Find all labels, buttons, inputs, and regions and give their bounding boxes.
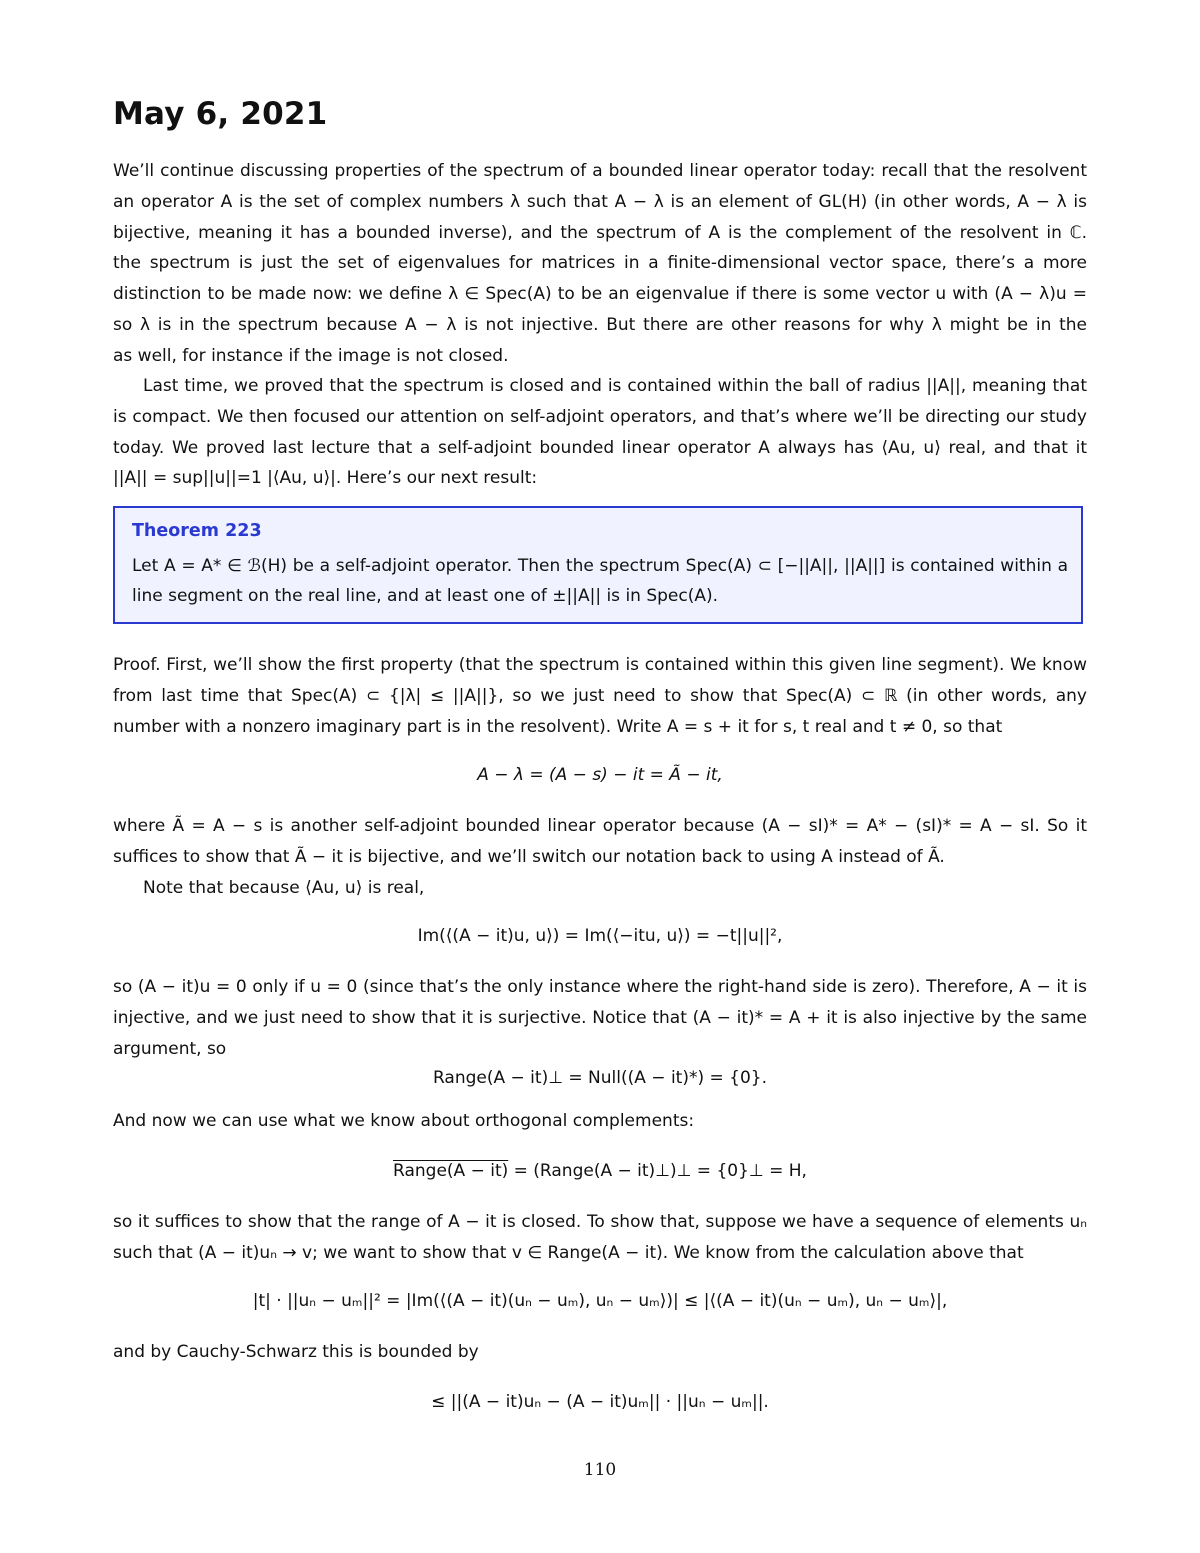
- text-line: suffices to show that Ã − it is bijective, and we’ll switch our notation back to using A instead of Ã.: [113, 846, 945, 867]
- proof-paragraph: [113, 650, 1087, 742]
- page-number: 110: [583, 1460, 617, 1480]
- equation-2: Im(⟨(A − it)u, u⟩) = Im(⟨−itu, u⟩) = −t||u||²,: [417, 926, 783, 946]
- text-line: distinction to be made now: we define λ ∈ Spec(A) to be an eigenvalue if there is some vector u with (A − λ)u =: [113, 284, 1087, 305]
- theorem-line: Let A = A* ∈ ℬ(H) be a self-adjoint operator. Then the spectrum Spec(A) ⊂ [−||A||, ||A||] is contained within a: [132, 556, 1068, 576]
- text-line: ||A|| = sup||u||=1 |⟨Au, u⟩|. Here’s our next result:: [113, 468, 538, 489]
- text-line: such that (A − it)uₙ → v; we want to show that v ∈ Range(A − it). We know from the calculation above that: [113, 1242, 1024, 1263]
- text-line: injective, and we just need to show that it is surjective. Notice that (A − it)* = A + it is also injective by the same: [113, 1007, 1087, 1028]
- equation-1: A − λ = (A − s) − it = Ã − it,: [477, 765, 723, 785]
- equation-3: Range(A − it)⊥ = Null((A − it)*) = {0}.: [432, 1068, 767, 1088]
- text-line: number with a nonzero imaginary part is in the resolvent). Write A = s + it for s, t real and t ≠ 0, so that: [113, 716, 1003, 737]
- second-paragraph: [113, 371, 1087, 494]
- text-line: is compact. We then focused our attention on self-adjoint operators, and that’s where we’ll be directing our study: [113, 406, 1087, 427]
- text-line: so it suffices to show that the range of A − it is closed. To show that, suppose we have a sequence of elements uₙ: [113, 1212, 1087, 1232]
- text-line: so λ is in the spectrum because A − λ is not injective. But there are other reasons for why λ might be in the: [113, 314, 1087, 335]
- theorem-line: line segment on the real line, and at least one of ±||A|| is in Spec(A).: [132, 585, 719, 606]
- text-line: Note that because ⟨Au, u⟩ is real,: [143, 877, 425, 898]
- text-line: an operator A is the set of complex numbers λ such that A − λ is an element of GL(H) (in other words, A − λ is: [113, 191, 1087, 212]
- paragraph-after-eq4: [113, 1207, 1087, 1269]
- text-line: We’ll continue discussing properties of the spectrum of a bounded linear operator today: recall that the resolvent: [113, 161, 1087, 181]
- intro-paragraph: [113, 156, 1087, 372]
- equation-4: [113, 1161, 1087, 1181]
- text-line: And now we can use what we know about orthogonal complements:: [113, 1111, 695, 1131]
- text-line: the spectrum is just the set of eigenvalues for matrices in a finite-dimensional vector space, there’s a more: [113, 253, 1087, 274]
- text-line: today. We proved last lecture that a self-adjoint bounded linear operator A always has ⟨Au, u⟩ real, and that it: [113, 437, 1087, 458]
- equation-4-closure: Range(A − it): [393, 1161, 509, 1181]
- text-line: Last time, we proved that the spectrum is closed and is contained within the ball of radius ||A||, meaning that: [143, 376, 1087, 396]
- page-title: May 6, 2021: [113, 96, 328, 132]
- text-line: bijective, meaning it has a bounded inverse), and the spectrum of A is the complement of the resolvent in ℂ.: [113, 222, 1087, 243]
- text-line: so (A − it)u = 0 only if u = 0 (since that’s the only instance where the right-hand side is zero). Therefore, A − it is: [113, 977, 1087, 997]
- equation-4-rest: = (Range(A − it)⊥)⊥ = {0}⊥ = H,: [508, 1161, 807, 1181]
- text-line: as well, for instance if the image is not closed.: [113, 345, 509, 366]
- cauchy-line: [113, 1337, 1087, 1368]
- theorem-body: [132, 552, 1068, 611]
- orthogonal-line: [113, 1106, 1087, 1137]
- theorem-title: Theorem 223: [132, 521, 262, 541]
- text-line: from last time that Spec(A) ⊂ {|λ| ≤ ||A||}, so we just need to show that Spec(A) ⊂ ℝ (in other words, any: [113, 685, 1087, 706]
- text-line: and by Cauchy-Schwarz this is bounded by: [113, 1342, 479, 1362]
- text-line: argument, so: [113, 1038, 227, 1059]
- equation-6: ≤ ||(A − it)uₙ − (A − it)uₘ|| · ||uₙ − uₘ||.: [431, 1392, 769, 1412]
- text-line: where Ã = A − s is another self-adjoint bounded linear operator because (A − sI)* = A* − (sI)* = A − sI. So it: [113, 816, 1087, 836]
- equation-5: |t| · ||uₙ − uₘ||² = |Im(⟨(A − it)(uₙ − uₘ), uₙ − uₘ⟩)| ≤ |⟨(A − it)(uₙ − uₘ), uₙ − uₘ⟩|,: [252, 1291, 948, 1311]
- paragraph-after-eq2: [113, 972, 1087, 1064]
- theorem-box: [113, 506, 1083, 624]
- paragraph-after-eq1: [113, 811, 1087, 903]
- text-line: Proof. First, we’ll show the first property (that the spectrum is contained within this given line segment). We know: [113, 655, 1087, 675]
